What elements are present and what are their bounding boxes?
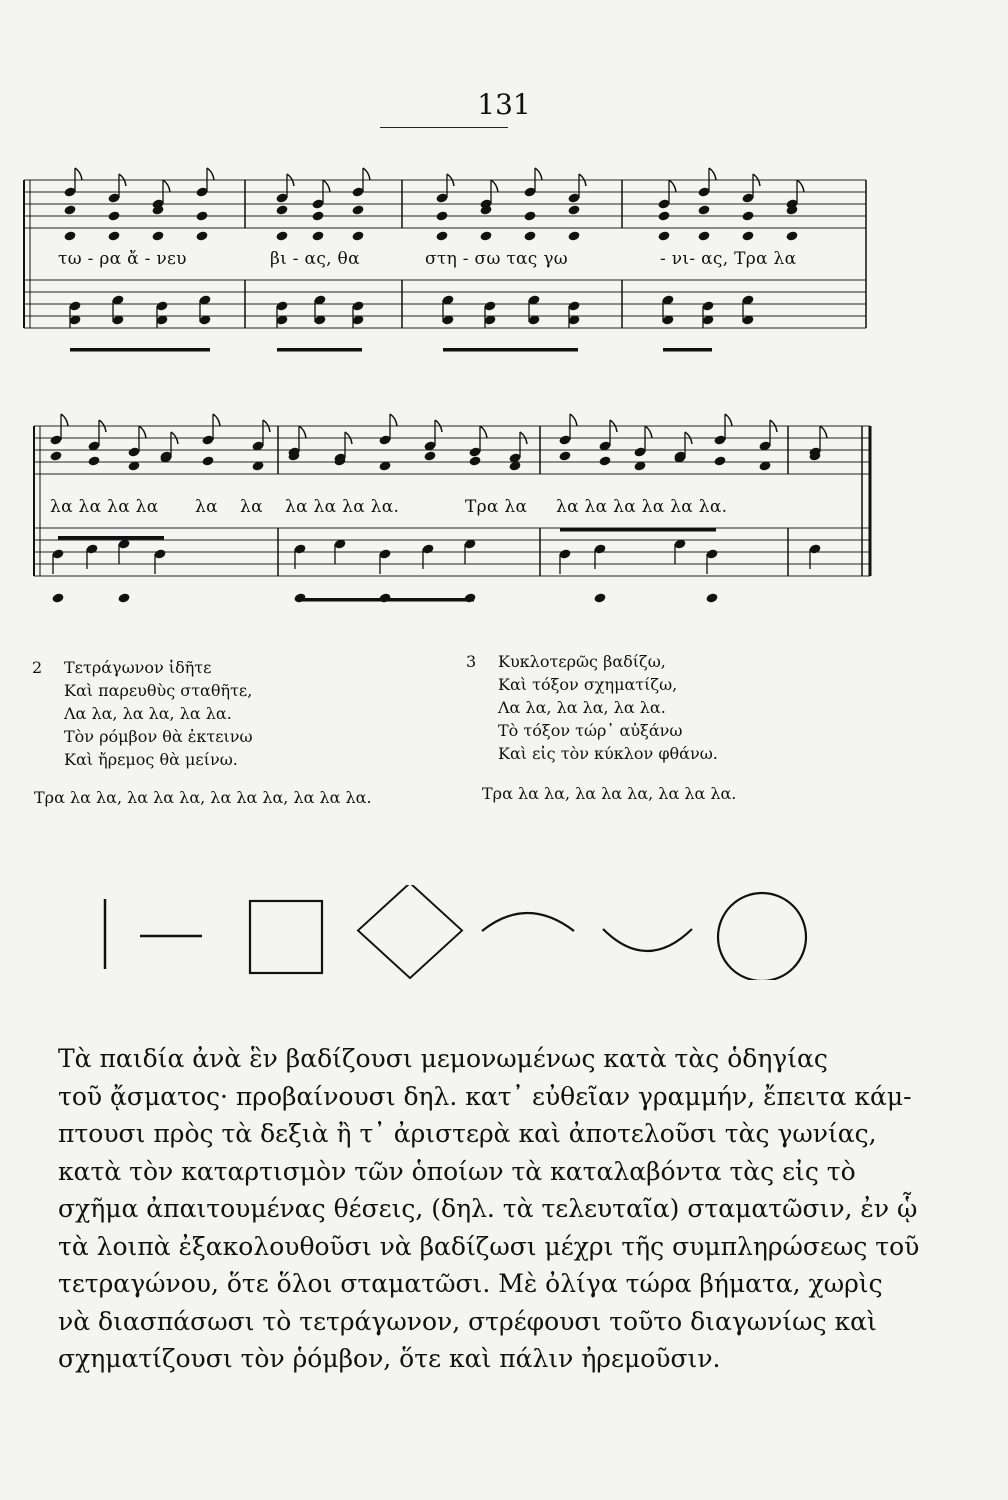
paragraph-line: Τὰ παιδία ἀνὰ ἓν βαδίζουσι μεμονωμένως κατὰ τὰς ὁδηγίας xyxy=(58,1044,828,1073)
paragraph-line: τετραγώνου, ὅτε ὅλοι σταματῶσι. Μὲ ὀλίγα τώρα βήματα, χωρὶς xyxy=(58,1269,883,1298)
note-head xyxy=(657,230,670,241)
lyric-row1-seg4: - νι- ας, Τρα λα xyxy=(660,249,797,269)
paragraph-line: τὰ λοιπὰ ἐξακολουθοῦσι νὰ βαδίζωσι μέχρι τῆς συμπληρώσεως τοῦ xyxy=(58,1231,920,1261)
note-head xyxy=(49,450,62,461)
note-flag xyxy=(323,180,330,192)
note-head xyxy=(435,230,448,241)
note-head xyxy=(195,230,208,241)
refrain-right: Τρα λα λα, λα λα λα, λα λα λα. xyxy=(482,784,737,803)
note-flag xyxy=(213,414,220,426)
note-head xyxy=(567,230,580,241)
note-head xyxy=(117,592,130,603)
note-flag xyxy=(570,414,577,426)
shape-square xyxy=(250,901,322,973)
note-flag xyxy=(139,426,146,438)
note-head xyxy=(598,455,611,466)
verse-2-line: Λα λα, λα λα, λα λα. xyxy=(64,704,232,723)
verse-3-line: Καὶ τόξον σχηματίζω, xyxy=(498,675,678,694)
note-head xyxy=(697,204,710,215)
note-head xyxy=(51,592,64,603)
verse-3-line: Κυκλοτερῶς βαδίζω, xyxy=(498,652,666,671)
note-head xyxy=(705,592,718,603)
note-beam xyxy=(663,348,712,352)
lyric-row2-seg3: λα xyxy=(240,497,263,517)
note-head xyxy=(435,210,448,221)
paragraph-line: σχῆμα ἀπαιτουμένας θέσεις, (δηλ. τὰ τελευταῖα) σταματῶσιν, ἐν ᾧ xyxy=(58,1194,918,1223)
note-head xyxy=(468,455,481,466)
note-flag xyxy=(725,414,732,426)
note-head xyxy=(741,230,754,241)
note-flag xyxy=(797,180,804,192)
note-flag xyxy=(390,414,397,426)
note-flag xyxy=(491,180,498,192)
lyric-row2-seg1: λα λα λα λα xyxy=(50,497,159,517)
note-head xyxy=(741,210,754,221)
note-beam xyxy=(58,536,164,540)
page-number-rule xyxy=(380,127,508,128)
note-head xyxy=(713,455,726,466)
shape-circle xyxy=(718,893,806,980)
note-head xyxy=(201,455,214,466)
note-flag xyxy=(61,414,68,426)
note-flag xyxy=(669,180,676,192)
verse-2-line: Τετράγωνον ἰδῆτε xyxy=(64,658,212,677)
paragraph-line: νὰ διασπάσωσι τὸ τετράγωνον, στρέφουσι τοῦτο διαγωνίως καὶ xyxy=(58,1306,877,1336)
note-flag xyxy=(207,168,214,180)
note-head xyxy=(275,204,288,215)
shape-figures xyxy=(0,885,1008,980)
note-head xyxy=(107,210,120,221)
verse-2-line: Καὶ ἤρεμος θὰ μείνω. xyxy=(64,750,238,769)
lyric-row1-seg3: στη - σω τας γω xyxy=(425,249,568,269)
note-head xyxy=(195,210,208,221)
note-head xyxy=(423,450,436,461)
paragraph-line: τοῦ ᾄσματος· προβαίνουσι δηλ. κατ᾽ εὐθεῖαν γραμμήν, ἔπειτα κάμ- xyxy=(58,1081,912,1111)
note-beam xyxy=(277,348,362,352)
verse-2-number: 2 xyxy=(32,658,43,677)
note-flag xyxy=(645,426,652,438)
paragraph-line: κατὰ τὸν καταρτισμὸν τῶν ὁποίων τὰ καταλαβόντα τὰς εἰς τὸ xyxy=(58,1156,856,1186)
note-head xyxy=(107,230,120,241)
note-head xyxy=(351,230,364,241)
note-flag xyxy=(363,168,370,180)
paragraph-line: σχηματίζουσι τὸν ῥόμβον, ὅτε καὶ πάλιν ἠρεμοῦσιν. xyxy=(58,1344,721,1373)
lyric-row2-seg2: λα xyxy=(195,497,218,517)
note-head xyxy=(151,230,164,241)
lyric-row1-seg1: τω - ρα ἄ - νευ xyxy=(58,249,187,269)
note-head xyxy=(567,204,580,215)
verse-2-line: Καὶ παρευθὺς σταθῆτε, xyxy=(64,681,253,700)
note-head xyxy=(63,230,76,241)
note-beam xyxy=(443,348,578,352)
note-head xyxy=(785,230,798,241)
paragraph-line: πτουσι πρὸς τὰ δεξιὰ ἢ τ᾽ ἀριστερὰ καὶ ἀποτελοῦσι τὰς γωνίας, xyxy=(58,1119,877,1148)
note-head xyxy=(351,204,364,215)
verse-3 xyxy=(466,650,718,765)
note-head xyxy=(63,204,76,215)
note-head xyxy=(311,230,324,241)
note-head xyxy=(697,230,710,241)
note-beam xyxy=(560,528,716,532)
verse-2-line: Τὸν ρόμβον θὰ ἐκτεινω xyxy=(64,727,253,746)
refrain-left: Τρα λα λα, λα λα λα, λα λα λα, λα λα λα. xyxy=(34,788,372,807)
page-number: 131 xyxy=(477,88,531,121)
note-beam xyxy=(296,598,474,602)
note-head xyxy=(479,230,492,241)
note-flag xyxy=(535,168,542,180)
note-flag xyxy=(163,180,170,192)
lyric-row2-seg6: λα λα λα λα λα λα. xyxy=(556,497,728,517)
lyric-row1-seg2: βι - ας, θα xyxy=(270,249,360,269)
note-head xyxy=(593,592,606,603)
lyric-row2-seg4: λα λα λα λα. xyxy=(285,497,400,517)
shape-rhombus xyxy=(358,885,462,978)
verse-3-line: Καὶ εἰς τὸν κύκλον φθάνω. xyxy=(498,744,718,763)
music-staves-2 xyxy=(34,414,870,604)
note-flag xyxy=(75,168,82,180)
verse-3-number: 3 xyxy=(466,652,477,671)
note-flag xyxy=(709,168,716,180)
note-flag xyxy=(480,426,487,438)
note-flag xyxy=(299,426,306,438)
note-head xyxy=(657,210,670,221)
note-head xyxy=(87,455,100,466)
verse-3-line: Λα λα, λα λα, λα λα. xyxy=(498,698,666,717)
note-head xyxy=(558,450,571,461)
verse-2 xyxy=(32,656,253,771)
note-beam xyxy=(70,348,210,352)
body-paragraph xyxy=(58,1040,918,1378)
shape-arc-down xyxy=(482,913,574,931)
note-flag xyxy=(820,426,827,438)
note-head xyxy=(275,230,288,241)
note-head xyxy=(523,210,536,221)
note-head xyxy=(311,210,324,221)
note-head xyxy=(523,230,536,241)
shape-arc-up xyxy=(603,929,692,951)
lyric-row2-seg5: Τρα λα xyxy=(465,497,528,517)
verse-3-line: Τὸ τόξον τώρ᾽ αὐξάνω xyxy=(498,721,683,740)
